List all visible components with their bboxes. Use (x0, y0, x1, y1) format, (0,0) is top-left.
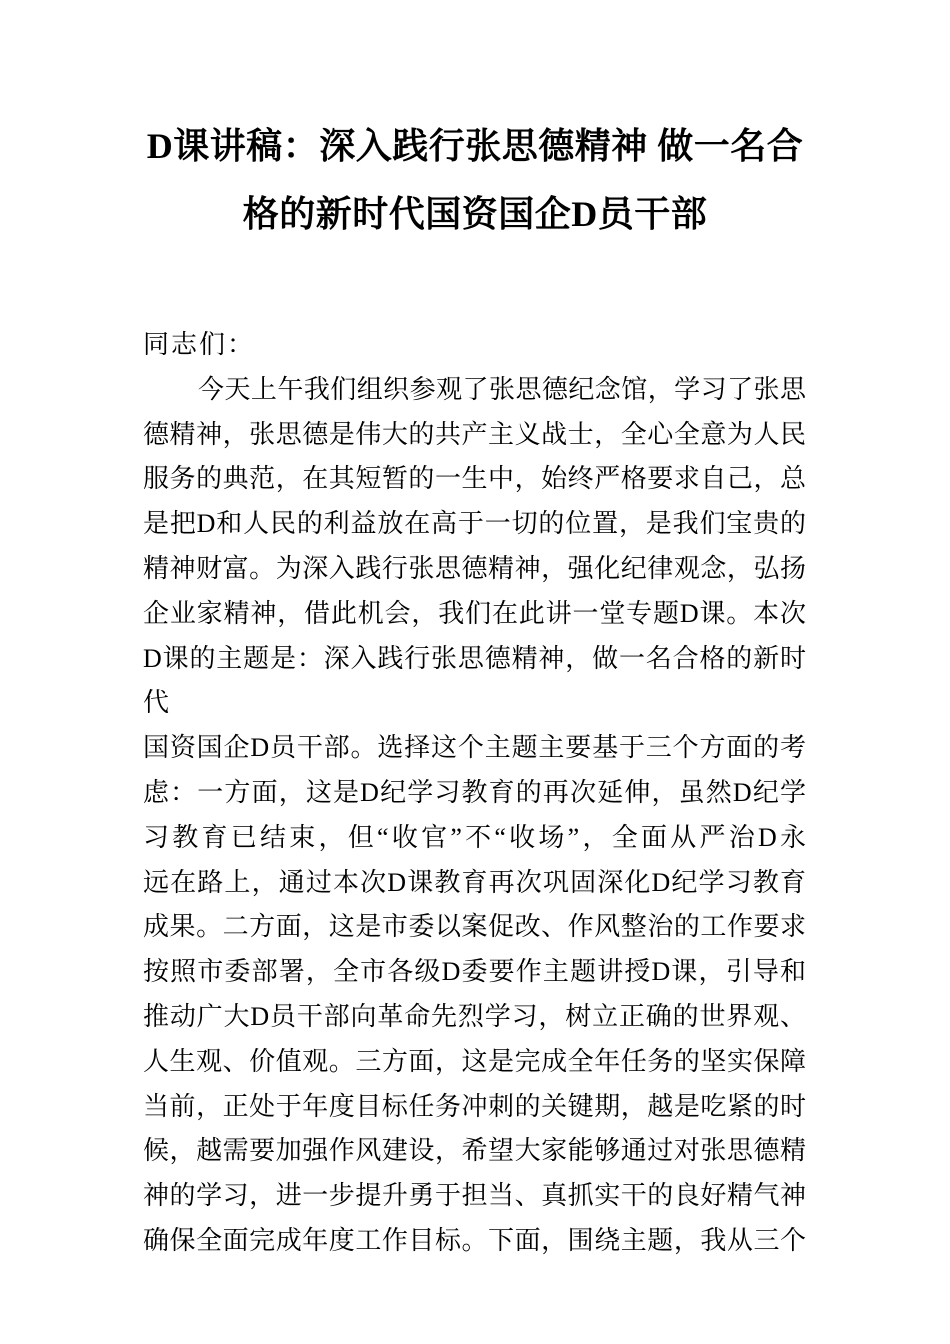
paragraph-body (143, 368, 806, 1264)
body-line-18: 神的学习，进一步提升勇于担当、真抓实干的良好精气神 (143, 1181, 806, 1211)
body-line-7: D课的主题是：深入践行张思德精神，做一名合格的新时代 (143, 643, 806, 718)
salutation: 同志们： (143, 330, 256, 359)
title-line-2: 格的新时代国资国企D员干部 (242, 194, 708, 234)
document-title (70, 112, 880, 248)
title-line-1: D课讲稿：深入践行张思德精神 做一名合 (146, 126, 804, 166)
body-line-13: 按照市委部署，全市各级D委要作主题讲授D课，引导和 (143, 957, 806, 987)
body-line-10: 习教育已结束，但“收官”不“收场”，全面从严治D永 (143, 822, 806, 852)
document-body (143, 323, 806, 1264)
body-line-17: 候，越需要加强作风建设，希望大家能够通过对张思德精 (143, 1136, 806, 1166)
body-line-14: 推动广大D员干部向革命先烈学习，树立正确的世界观、 (143, 1001, 806, 1031)
body-line-15: 人生观、价值观。三方面，这是完成全年任务的坚实保障 (143, 1046, 806, 1076)
body-line-4: 是把D和人民的利益放在高于一切的位置，是我们宝贵的 (143, 509, 806, 539)
body-line-3: 服务的典范，在其短暂的一生中，始终严格要求自己，总 (143, 464, 806, 494)
body-line-6: 企业家精神，借此机会，我们在此讲一堂专题D课。本次 (143, 598, 806, 628)
body-line-19: 确保全面完成年度工作目标。下面，围绕主题，我从三个 (143, 1225, 806, 1255)
body-line-5: 精神财富。为深入践行张思德精神，强化纪律观念，弘扬 (143, 553, 806, 583)
body-line-1: 今天上午我们组织参观了张思德纪念馆，学习了张思 (198, 374, 806, 404)
body-line-11: 远在路上，通过本次D课教育再次巩固深化D纪学习教育 (143, 867, 806, 897)
body-line-8: 国资国企D员干部。选择这个主题主要基于三个方面的考 (143, 733, 806, 763)
body-line-12: 成果。二方面，这是市委以案促改、作风整治的工作要求 (143, 912, 806, 942)
body-line-16: 当前，正处于年度目标任务冲刺的关键期，越是吃紧的时 (143, 1091, 806, 1121)
body-line-9: 虑：一方面，这是D纪学习教育的再次延伸，虽然D纪学 (143, 777, 806, 807)
body-line-2: 德精神，张思德是伟大的共产主义战士，全心全意为人民 (143, 419, 806, 449)
